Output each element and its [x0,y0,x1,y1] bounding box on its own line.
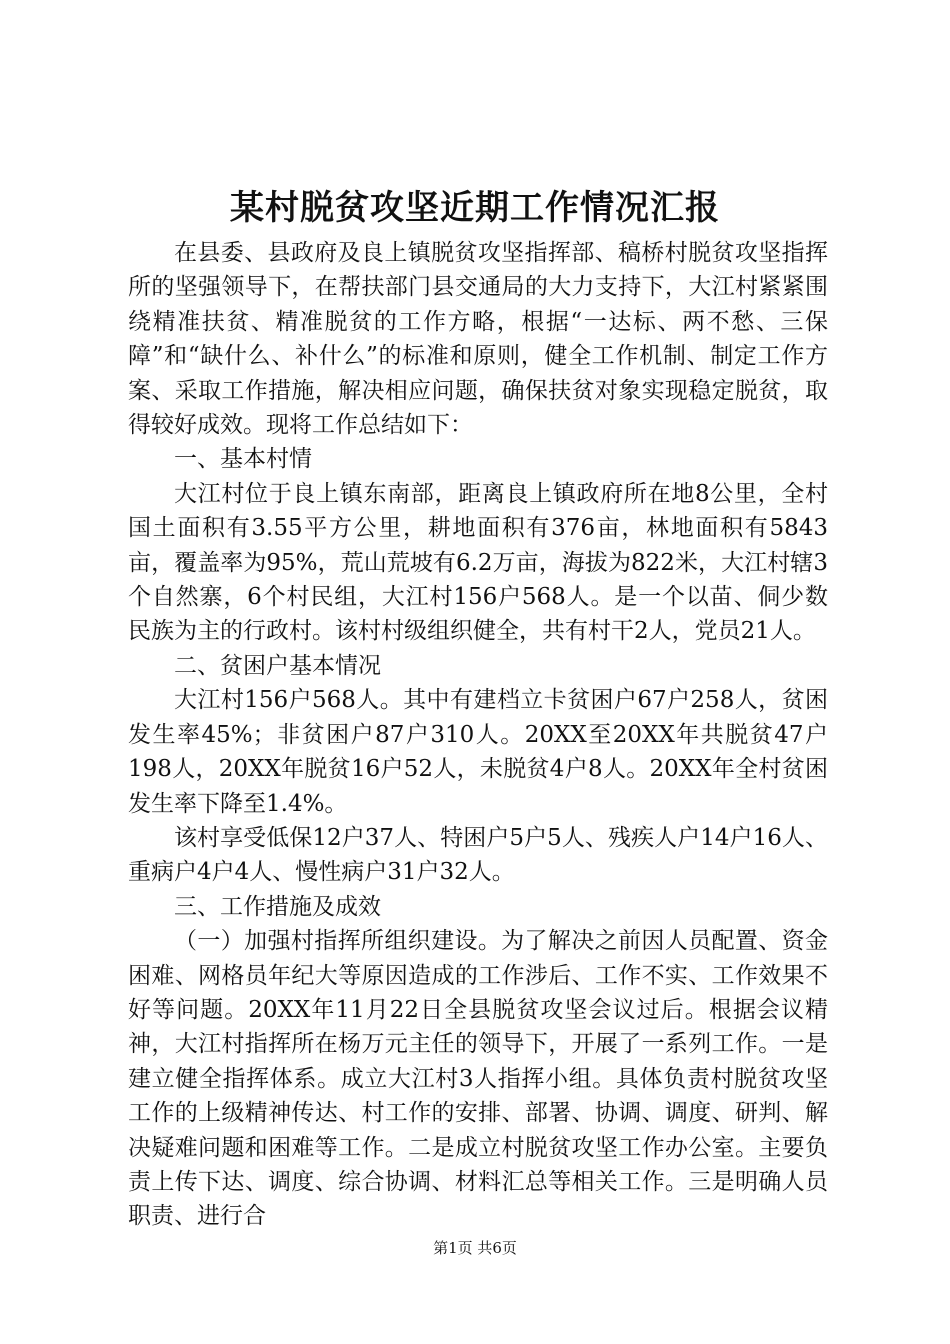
poverty-stats-paragraph: 大江村156户568人。其中有建档立卡贫困户67户258人，贫困发生率45%；非贫困户87户310人。20XX至20XX年共脱贫47户198人，20XX年脱贫16户52人，未脱贫4户8人。20XX年全村贫困发生率下降至1.4%。 [128,687,828,817]
section-heading-1: 一、基本村情 [174,446,312,473]
village-info-paragraph: 大江村位于良上镇东南部，距离良上镇政府所在地8公里，全村国土面积有3.55平方公里，耕地面积有376亩，林地面积有5843亩，覆盖率为95%，荒山荒坡有6.2万亩，海拔为822米，大江村辖3个自然寨，6个村民组，大江村156户568人。是一个以苗、侗少数民族为主的行政村。该村村级组织健全，共有村干2人，党员21人。 [128,480,828,645]
welfare-stats-paragraph: 该村享受低保12户37人、特困户5户5人、残疾人户14户16人、重病户4户4人、慢性病户31户32人。 [128,824,828,886]
section-heading-3: 三、工作措施及成效 [174,893,381,920]
document-body [128,236,828,1234]
page-footer: 第1页 共6页 [433,1239,517,1257]
section-heading-2: 二、贫困户基本情况 [174,652,381,679]
measures-paragraph: （一）加强村指挥所组织建设。为了解决之前因人员配置、资金困难、网格员年纪大等原因造成的工作涉后、工作不实、工作效果不好等问题。20XX年11月22日全县脱贫攻坚会议过后。根据会议精神，大江村指挥所在杨万元主任的领导下，开展了一系列工作。一是建立健全指挥体系。成立大江村3人指挥小组。具体负责村脱贫攻坚工作的上级精神传达、村工作的安排、部署、协调、调度、研判、解决疑难问题和困难等工作。二是成立村脱贫攻坚工作办公室。主要负责上传下达、调度、综合协调、材料汇总等相关工作。三是明确人员职责、进行合 [128,928,828,1230]
intro-paragraph: 在县委、县政府及良上镇脱贫攻坚指挥部、稿桥村脱贫攻坚指挥所的坚强领导下，在帮扶部门县交通局的大力支持下，大江村紧紧围绕精准扶贫、精准脱贫的工作方略，根据“一达标、两不愁、三保障”和“缺什么、补什么”的标准和原则，健全工作机制、制定工作方案、采取工作措施，解决相应问题，确保扶贫对象实现稳定脱贫，取得较好成效。现将工作总结如下： [128,240,828,439]
document-title: 某村脱贫攻坚近期工作情况汇报 [230,188,720,228]
